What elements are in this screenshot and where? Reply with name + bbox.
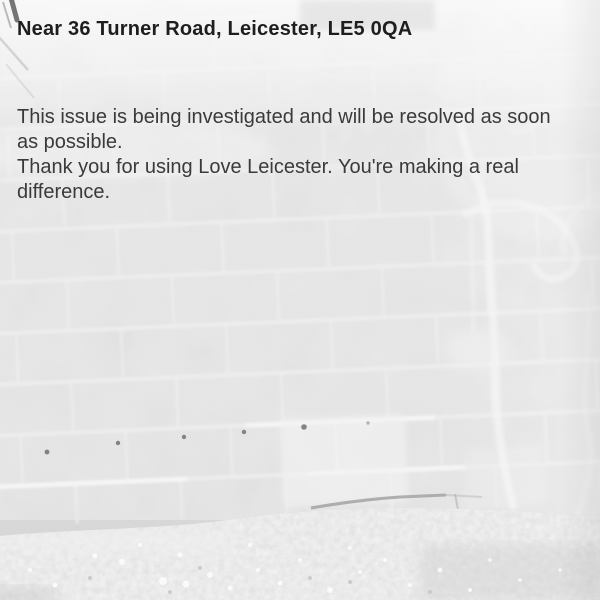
report-status-message	[17, 105, 565, 205]
status-line-thank-you: Thank you for using Love Leicester. You're making a real difference.	[17, 156, 519, 203]
report-location-heading: Near 36 Turner Road, Leicester, LE5 0QA	[17, 18, 413, 40]
status-line-investigating: This issue is being investigated and will be resolved as soon as possible.	[17, 106, 551, 153]
